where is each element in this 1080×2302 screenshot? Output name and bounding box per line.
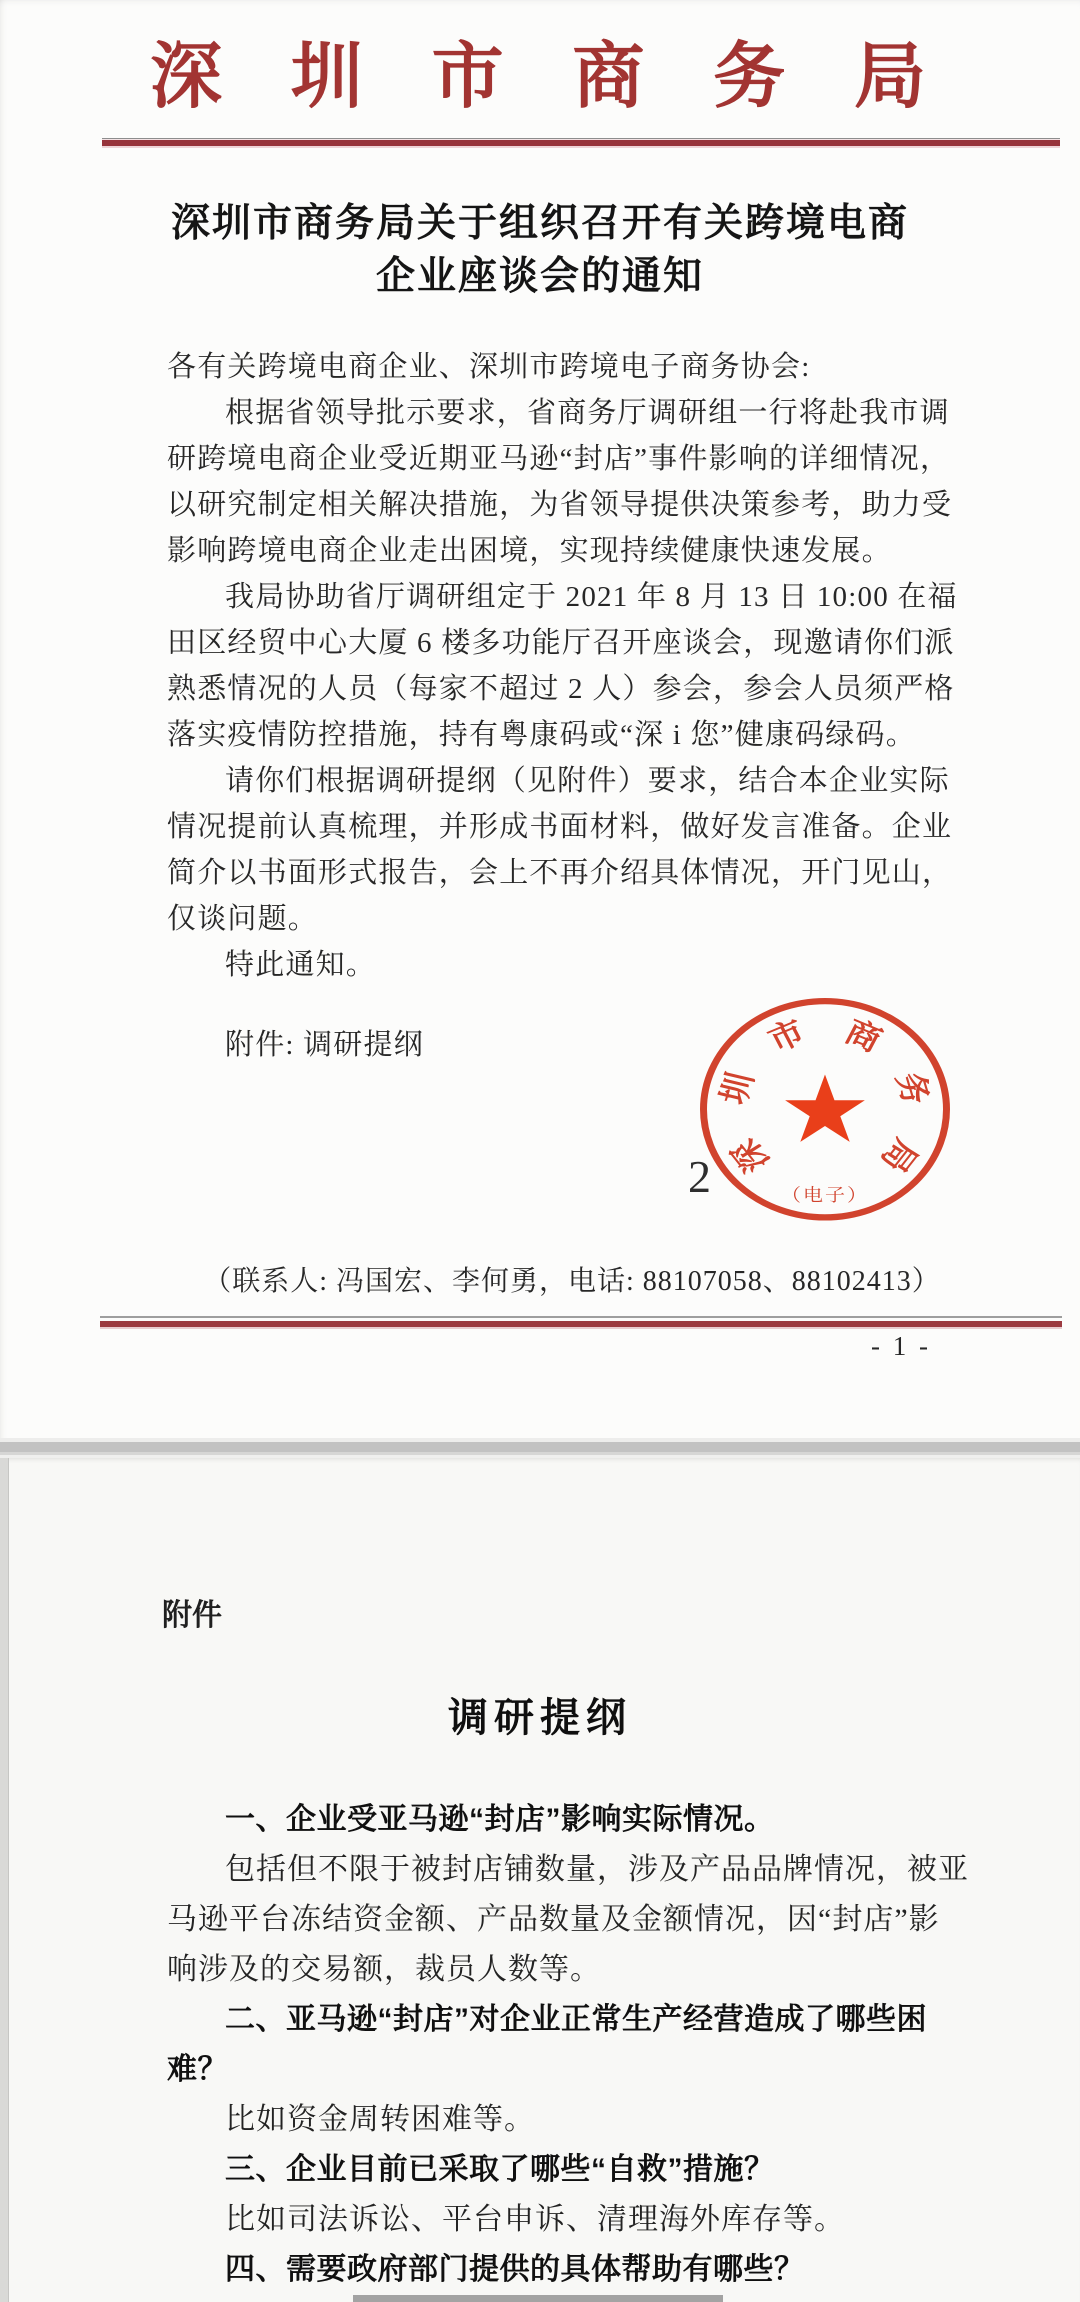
seal-char: 局 — [873, 1132, 926, 1179]
outline-item-1-detail: 响涉及的交易额，裁员人数等。 — [167, 1953, 601, 1986]
document-title-line: 深圳市商务局关于组织召开有关跨境电商 — [170, 202, 909, 245]
body-line: 情况提前认真梳理，并形成书面材料，做好发言准备。企业 — [167, 811, 953, 843]
org-name-char: 圳 — [290, 37, 363, 117]
outline-body — [167, 1795, 969, 2295]
org-name-char: 市 — [431, 37, 504, 117]
outline-item-1-detail: 包括但不限于被封店铺数量，涉及产品品牌情况，被亚 — [225, 1853, 969, 1886]
org-name-header — [150, 34, 926, 120]
outline-item-4-heading: 四、需要政府部门提供的具体帮助有哪些？ — [225, 2253, 805, 2286]
outline-item-3-heading: 三、企业目前已采取了哪些“自救”措施？ — [225, 2153, 775, 2186]
outline-title: 调研提纲 — [448, 1695, 632, 1740]
seal-char: 圳 — [714, 1068, 761, 1108]
page-edge-shadow — [0, 1458, 9, 2302]
body-line: 根据省领导批示要求，省商务厅调研组一行将赴我市调 — [225, 397, 950, 429]
outline-item-1-heading: 一、企业受亚马逊“封店”影响实际情况。 — [225, 1803, 775, 1836]
body-line: 我局协助省厅调研组定于 2021 年 8 月 13 日 10:00 在福 — [225, 581, 958, 613]
page-number: - 1 - — [871, 1331, 931, 1361]
notice-body — [167, 344, 958, 988]
document-title — [0, 197, 1080, 303]
org-name-char: 局 — [853, 37, 926, 117]
salutation: 各有关跨境电商企业、深圳市跨境电子商务协会: — [167, 351, 811, 383]
body-line: 以研究制定相关解决措施，为省领导提供决策参考，助力受 — [167, 489, 953, 521]
outline-item-2-heading: 难？ — [167, 2053, 228, 2086]
body-line: 熟悉情况的人员（每家不超过 2 人）参会，参会人员须严格 — [167, 673, 955, 705]
seal-char: 商 — [839, 1013, 888, 1059]
seal-subtext: （电子） — [781, 1185, 869, 1206]
outline-item-2-detail: 比如资金周转困难等。 — [225, 2103, 535, 2136]
body-line: 简介以书面形式报告，会上不再介绍具体情况，开门见山， — [167, 857, 953, 889]
seal-char: 务 — [889, 1068, 936, 1108]
handwritten-number: 2 — [688, 1151, 711, 1202]
body-line: 请你们根据调研提纲（见附件）要求，结合本企业实际 — [225, 765, 950, 797]
contact-line: （联系人: 冯国宏、李何勇，电话: 88107058、88102413） — [203, 1266, 941, 1297]
seal-char: 市 — [762, 1013, 811, 1059]
body-line: 研跨境电商企业受近期亚马逊“封店”事件影响的详细情况， — [167, 443, 951, 475]
star-icon: ★ — [778, 1054, 872, 1164]
attachment-reference: 附件: 调研提纲 — [225, 1029, 424, 1061]
outline-item-1-detail: 马逊平台冻结资金额、产品数量及金额情况，因“封店”影 — [167, 1903, 940, 1936]
footer-rule — [100, 1316, 1062, 1329]
org-name-char: 深 — [150, 37, 223, 117]
body-line: 影响跨境电商企业走出困境，实现持续健康快速发展。 — [167, 535, 892, 567]
header-rule — [102, 138, 1060, 148]
outline-item-3-detail: 比如司法诉讼、平台申诉、清理海外库存等。 — [225, 2203, 845, 2236]
page-gap-divider — [0, 1438, 1080, 1458]
bottom-gray-bar — [353, 2295, 723, 2302]
body-line: 落实疫情防控措施，持有粤康码或“深 i 您”健康码绿码。 — [167, 719, 916, 751]
outline-item-2-heading: 二、亚马逊“封店”对企业正常生产经营造成了哪些困 — [225, 2003, 927, 2036]
document-title-line: 企业座谈会的通知 — [375, 255, 704, 298]
attachment-page-2 — [0, 1458, 1080, 2302]
official-seal — [700, 998, 950, 1221]
attachment-heading: 附件 — [162, 1599, 222, 1632]
org-name-char: 务 — [713, 37, 786, 117]
body-line: 仅谈问题。 — [167, 903, 319, 935]
body-line: 田区经贸中心大厦 6 楼多功能厅召开座谈会，现邀请你们派 — [167, 627, 955, 659]
org-name-char: 商 — [572, 37, 645, 117]
seal-char: 深 — [724, 1132, 777, 1179]
closing-line: 特此通知。 — [225, 949, 377, 981]
